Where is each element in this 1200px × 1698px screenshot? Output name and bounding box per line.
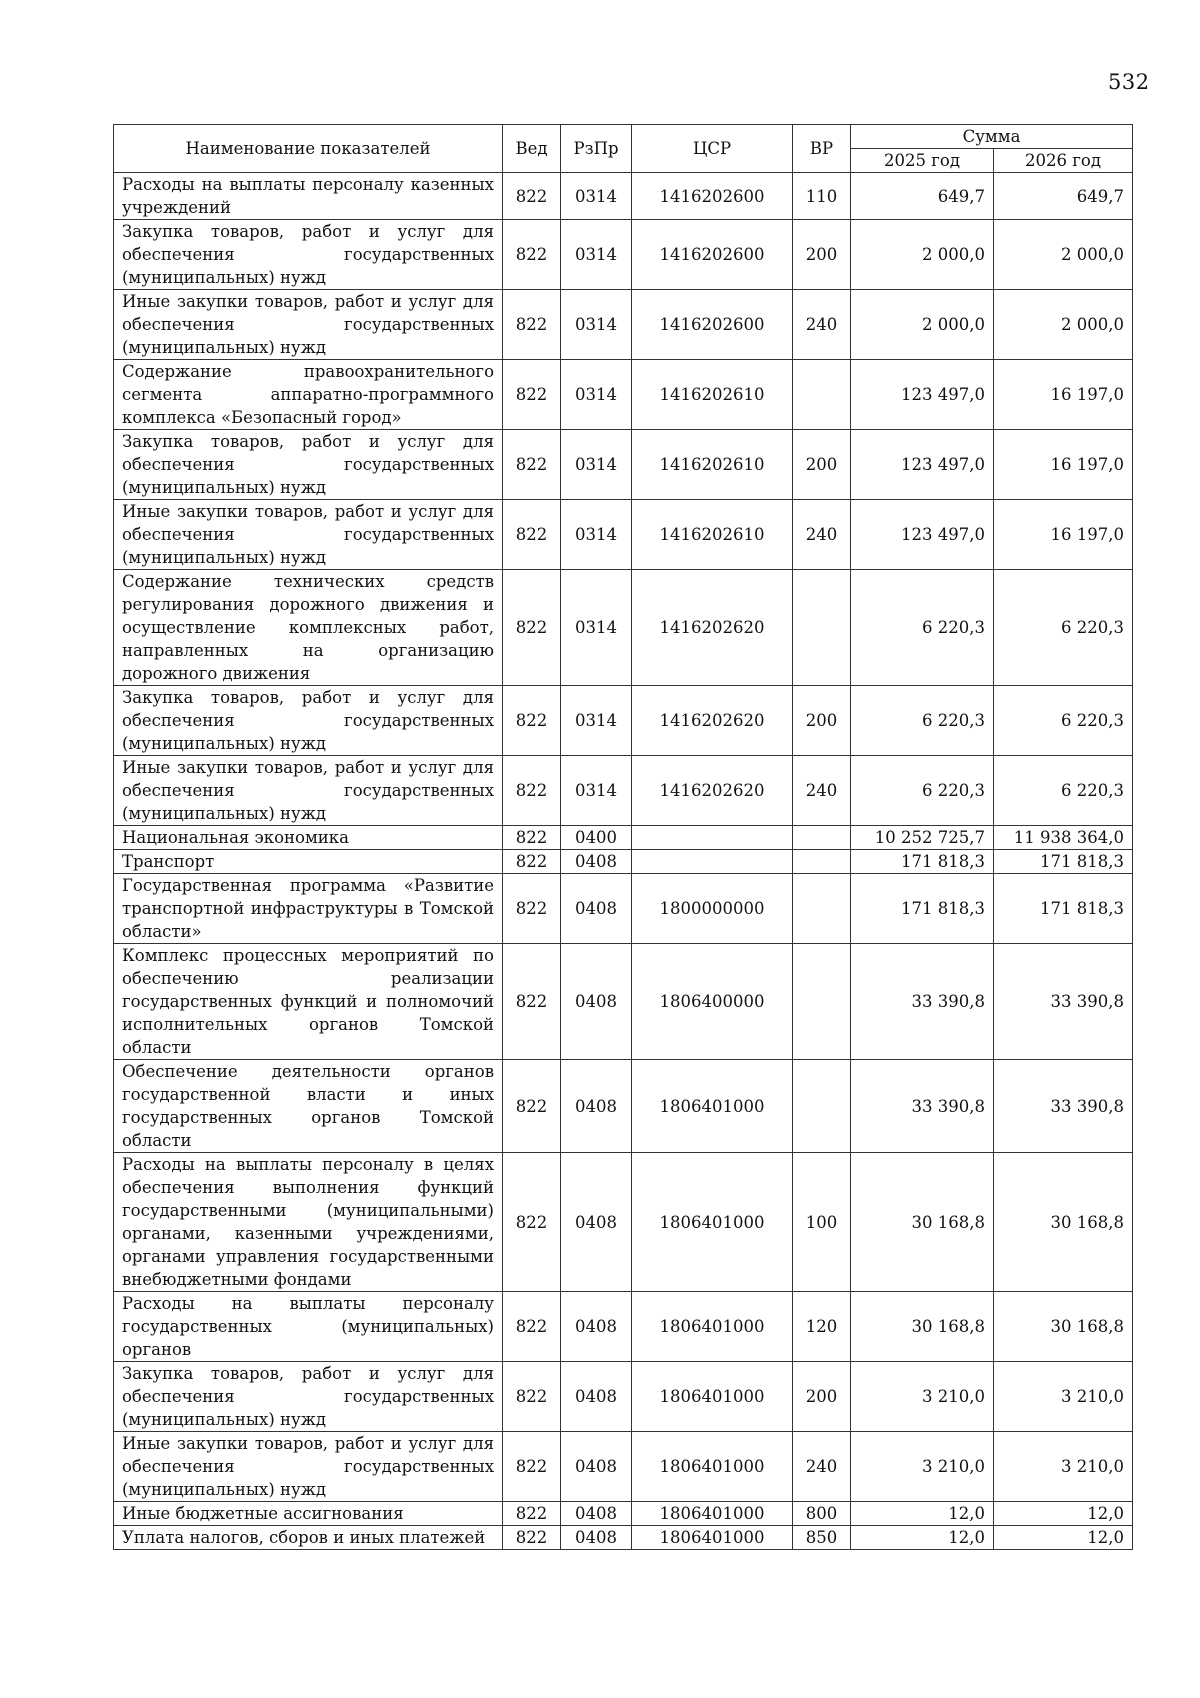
cell-sum-2026: 6 220,3: [994, 570, 1133, 686]
cell-ved: 822: [503, 944, 561, 1060]
cell-ved: 822: [503, 686, 561, 756]
cell-name: Закупка товаров, работ и услуг для обеспечения государственных (муниципальных) нужд: [114, 686, 503, 756]
cell-vr: [793, 944, 851, 1060]
cell-name: Обеспечение деятельности органов государственной власти и иных государственных органов Томской области: [114, 1060, 503, 1153]
cell-name: Закупка товаров, работ и услуг для обеспечения государственных (муниципальных) нужд: [114, 220, 503, 290]
cell-csr: 1800000000: [632, 874, 793, 944]
cell-sum-2026: 16 197,0: [994, 500, 1133, 570]
cell-rzpr: 0408: [561, 1153, 632, 1292]
cell-vr: [793, 826, 851, 850]
cell-csr: 1416202610: [632, 500, 793, 570]
cell-rzpr: 0408: [561, 1432, 632, 1502]
cell-csr: 1416202620: [632, 570, 793, 686]
cell-csr: 1416202620: [632, 686, 793, 756]
table-row: [114, 944, 1133, 1060]
header-name: Наименование показателей: [114, 125, 503, 173]
cell-name: Уплата налогов, сборов и иных платежей: [114, 1526, 503, 1550]
cell-sum-2025: 123 497,0: [851, 430, 994, 500]
header-ved: Вед: [503, 125, 561, 173]
cell-csr: 1806401000: [632, 1432, 793, 1502]
header-year-2025: 2025 год: [851, 149, 994, 173]
cell-name: Иные закупки товаров, работ и услуг для обеспечения государственных (муниципальных) нужд: [114, 500, 503, 570]
cell-sum-2026: 2 000,0: [994, 290, 1133, 360]
cell-csr: [632, 850, 793, 874]
table-row: [114, 756, 1133, 826]
cell-vr: [793, 1060, 851, 1153]
cell-csr: 1416202620: [632, 756, 793, 826]
header-sum: Сумма: [851, 125, 1133, 149]
cell-vr: [793, 570, 851, 686]
cell-name: Содержание технических средств регулирования дорожного движения и осуществление комплексных работ, направленных на организацию дорожного движения: [114, 570, 503, 686]
cell-ved: 822: [503, 173, 561, 220]
cell-sum-2025: 10 252 725,7: [851, 826, 994, 850]
cell-ved: 822: [503, 1362, 561, 1432]
table-row: [114, 500, 1133, 570]
cell-rzpr: 0314: [561, 500, 632, 570]
cell-sum-2026: 12,0: [994, 1502, 1133, 1526]
cell-sum-2026: 649,7: [994, 173, 1133, 220]
header-year-2026: 2026 год: [994, 149, 1133, 173]
cell-vr: 850: [793, 1526, 851, 1550]
cell-vr: 110: [793, 173, 851, 220]
table-row: [114, 1526, 1133, 1550]
cell-vr: 200: [793, 1362, 851, 1432]
cell-rzpr: 0314: [561, 430, 632, 500]
cell-sum-2025: 12,0: [851, 1502, 994, 1526]
table-row: [114, 1060, 1133, 1153]
table-row: [114, 220, 1133, 290]
cell-sum-2025: 3 210,0: [851, 1432, 994, 1502]
cell-sum-2026: 33 390,8: [994, 944, 1133, 1060]
cell-rzpr: 0408: [561, 1292, 632, 1362]
cell-rzpr: 0314: [561, 756, 632, 826]
cell-sum-2026: 171 818,3: [994, 874, 1133, 944]
cell-sum-2026: 16 197,0: [994, 360, 1133, 430]
table-row: [114, 874, 1133, 944]
cell-name: Иные закупки товаров, работ и услуг для обеспечения государственных (муниципальных) нужд: [114, 756, 503, 826]
cell-csr: 1416202600: [632, 220, 793, 290]
cell-vr: 200: [793, 220, 851, 290]
cell-csr: 1416202610: [632, 430, 793, 500]
cell-vr: [793, 874, 851, 944]
cell-sum-2026: 30 168,8: [994, 1292, 1133, 1362]
budget-table: [113, 124, 1133, 1550]
cell-ved: 822: [503, 360, 561, 430]
cell-vr: 100: [793, 1153, 851, 1292]
cell-sum-2026: 2 000,0: [994, 220, 1133, 290]
cell-ved: 822: [503, 290, 561, 360]
cell-sum-2025: 30 168,8: [851, 1292, 994, 1362]
cell-vr: 120: [793, 1292, 851, 1362]
cell-sum-2025: 6 220,3: [851, 686, 994, 756]
cell-name: Иные закупки товаров, работ и услуг для обеспечения государственных (муниципальных) нужд: [114, 290, 503, 360]
cell-csr: 1806401000: [632, 1502, 793, 1526]
cell-ved: 822: [503, 430, 561, 500]
cell-sum-2025: 6 220,3: [851, 570, 994, 686]
table-row: [114, 570, 1133, 686]
table-row: [114, 826, 1133, 850]
cell-sum-2025: 171 818,3: [851, 874, 994, 944]
cell-sum-2025: 123 497,0: [851, 360, 994, 430]
cell-sum-2026: 6 220,3: [994, 756, 1133, 826]
cell-vr: 240: [793, 290, 851, 360]
cell-rzpr: 0314: [561, 686, 632, 756]
cell-vr: [793, 850, 851, 874]
cell-ved: 822: [503, 570, 561, 686]
table-row: [114, 360, 1133, 430]
cell-csr: 1416202610: [632, 360, 793, 430]
cell-rzpr: 0314: [561, 570, 632, 686]
table-body: [114, 173, 1133, 1550]
cell-name: Государственная программа «Развитие транспортной инфраструктуры в Томской области»: [114, 874, 503, 944]
cell-sum-2026: 3 210,0: [994, 1362, 1133, 1432]
cell-vr: 240: [793, 756, 851, 826]
cell-rzpr: 0408: [561, 1362, 632, 1432]
cell-name: Иные закупки товаров, работ и услуг для обеспечения государственных (муниципальных) нужд: [114, 1432, 503, 1502]
cell-sum-2025: 33 390,8: [851, 1060, 994, 1153]
cell-sum-2026: 6 220,3: [994, 686, 1133, 756]
cell-rzpr: 0314: [561, 220, 632, 290]
cell-name: Национальная экономика: [114, 826, 503, 850]
cell-name: Транспорт: [114, 850, 503, 874]
cell-ved: 822: [503, 220, 561, 290]
cell-sum-2026: 12,0: [994, 1526, 1133, 1550]
cell-ved: 822: [503, 1060, 561, 1153]
table-row: [114, 290, 1133, 360]
cell-rzpr: 0314: [561, 290, 632, 360]
cell-csr: 1806401000: [632, 1060, 793, 1153]
cell-sum-2025: 33 390,8: [851, 944, 994, 1060]
cell-ved: 822: [503, 1292, 561, 1362]
cell-sum-2025: 12,0: [851, 1526, 994, 1550]
table-row: [114, 1153, 1133, 1292]
table-row: [114, 1292, 1133, 1362]
cell-rzpr: 0408: [561, 874, 632, 944]
cell-sum-2026: 33 390,8: [994, 1060, 1133, 1153]
cell-name: Иные бюджетные ассигнования: [114, 1502, 503, 1526]
cell-ved: 822: [503, 1502, 561, 1526]
cell-vr: 240: [793, 500, 851, 570]
cell-rzpr: 0314: [561, 173, 632, 220]
cell-name: Закупка товаров, работ и услуг для обеспечения государственных (муниципальных) нужд: [114, 430, 503, 500]
cell-vr: 200: [793, 430, 851, 500]
cell-rzpr: 0408: [561, 944, 632, 1060]
cell-rzpr: 0408: [561, 1502, 632, 1526]
cell-ved: 822: [503, 826, 561, 850]
cell-csr: 1806400000: [632, 944, 793, 1060]
cell-sum-2025: 171 818,3: [851, 850, 994, 874]
cell-sum-2026: 3 210,0: [994, 1432, 1133, 1502]
cell-sum-2025: 30 168,8: [851, 1153, 994, 1292]
cell-name: Расходы на выплаты персоналу в целях обеспечения выполнения функций государственными (муниципальными) органами, казенными учреждениями, органами управления государственными внебюджетными фондами: [114, 1153, 503, 1292]
cell-sum-2025: 123 497,0: [851, 500, 994, 570]
cell-ved: 822: [503, 874, 561, 944]
cell-name: Комплекс процессных мероприятий по обеспечению реализации государственных функций и полномочий исполнительных органов Томской области: [114, 944, 503, 1060]
cell-csr: 1806401000: [632, 1292, 793, 1362]
cell-ved: 822: [503, 500, 561, 570]
cell-ved: 822: [503, 850, 561, 874]
cell-sum-2025: 2 000,0: [851, 290, 994, 360]
cell-sum-2025: 649,7: [851, 173, 994, 220]
cell-csr: 1806401000: [632, 1526, 793, 1550]
cell-rzpr: 0400: [561, 826, 632, 850]
table-row: [114, 430, 1133, 500]
cell-sum-2025: 3 210,0: [851, 1362, 994, 1432]
cell-name: Расходы на выплаты персоналу казенных учреждений: [114, 173, 503, 220]
cell-ved: 822: [503, 1526, 561, 1550]
table-row: [114, 1362, 1133, 1432]
page-number: 532: [1108, 70, 1150, 94]
table-row: [114, 1432, 1133, 1502]
cell-ved: 822: [503, 756, 561, 826]
cell-name: Расходы на выплаты персоналу государственных (муниципальных) органов: [114, 1292, 503, 1362]
cell-sum-2026: 16 197,0: [994, 430, 1133, 500]
table-row: [114, 850, 1133, 874]
header-csr: ЦСР: [632, 125, 793, 173]
cell-name: Закупка товаров, работ и услуг для обеспечения государственных (муниципальных) нужд: [114, 1362, 503, 1432]
cell-sum-2025: 6 220,3: [851, 756, 994, 826]
cell-vr: 240: [793, 1432, 851, 1502]
table-row: [114, 173, 1133, 220]
cell-vr: 200: [793, 686, 851, 756]
cell-rzpr: 0408: [561, 1060, 632, 1153]
cell-name: Содержание правоохранительного сегмента аппаратно-программного комплекса «Безопасный город»: [114, 360, 503, 430]
cell-sum-2026: 11 938 364,0: [994, 826, 1133, 850]
cell-csr: 1416202600: [632, 290, 793, 360]
cell-sum-2026: 171 818,3: [994, 850, 1133, 874]
cell-csr: 1806401000: [632, 1153, 793, 1292]
cell-rzpr: 0314: [561, 360, 632, 430]
cell-sum-2025: 2 000,0: [851, 220, 994, 290]
table-row: [114, 686, 1133, 756]
header-rzpr: РзПр: [561, 125, 632, 173]
cell-vr: [793, 360, 851, 430]
cell-sum-2026: 30 168,8: [994, 1153, 1133, 1292]
header-vr: ВР: [793, 125, 851, 173]
cell-vr: 800: [793, 1502, 851, 1526]
cell-ved: 822: [503, 1153, 561, 1292]
table-row: [114, 1502, 1133, 1526]
cell-csr: [632, 826, 793, 850]
cell-ved: 822: [503, 1432, 561, 1502]
cell-csr: 1416202600: [632, 173, 793, 220]
cell-rzpr: 0408: [561, 850, 632, 874]
cell-rzpr: 0408: [561, 1526, 632, 1550]
cell-csr: 1806401000: [632, 1362, 793, 1432]
table-header: [114, 125, 1133, 173]
